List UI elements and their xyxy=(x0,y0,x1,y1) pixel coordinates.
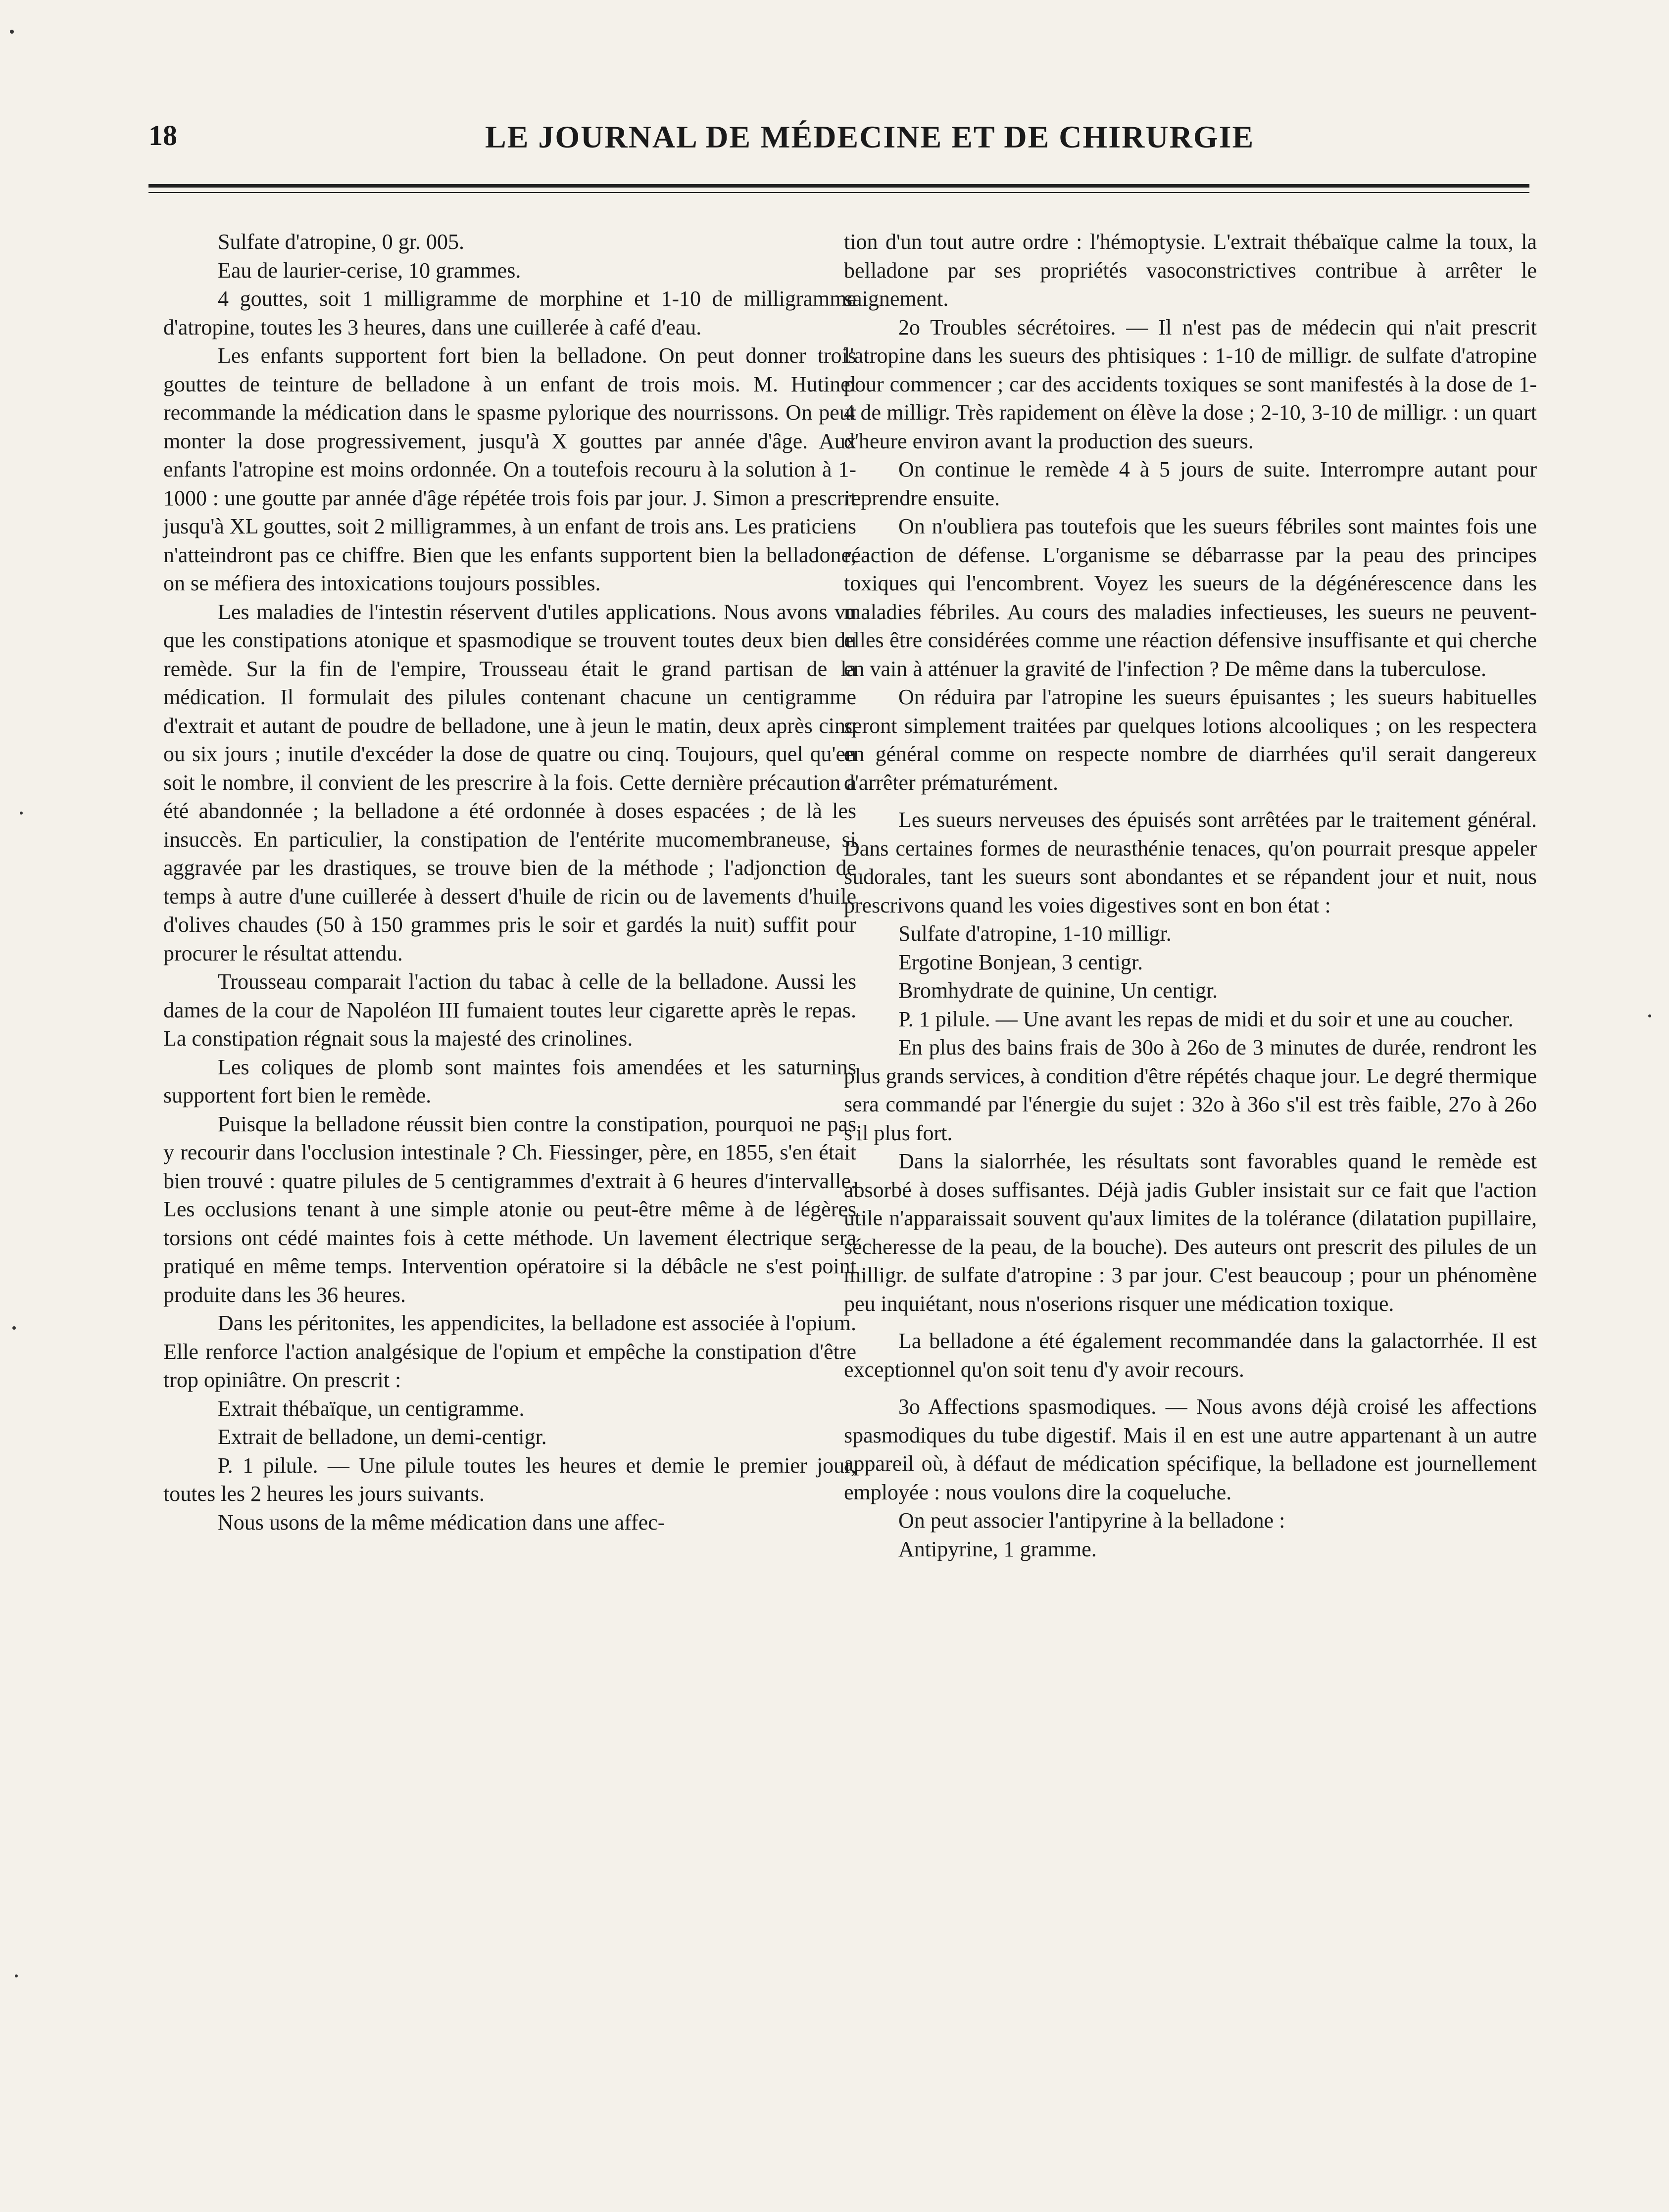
paragraph: Les sueurs nerveuses des épuisés sont arrêtées par le traitement général. Dans certaines formes de neurasthénie tenaces, qu'on pourrait presque appeler sudorales, tant les sueurs sont abondantes et se répandent jour et nuit, nous prescrivons quand les voies digestives sont en bon état : xyxy=(844,808,1537,917)
paragraph: Nous usons de la même médication dans une affec- xyxy=(218,1510,665,1535)
prescription-line: Ergotine Bonjean, 3 centigr. xyxy=(898,950,1143,974)
prescription-line: On peut associer l'antipyrine à la belladone : xyxy=(898,1508,1285,1533)
paragraph: On n'oubliera pas toutefois que les sueurs fébriles sont maintes fois une réaction de défense. L'organisme se débarrasse par la peau des principes toxiques qui l'encombrent. Voyez les sueurs de la dégénérescence dans les maladies fébriles. Au cours des maladies infectieuses, les sueurs ne peuvent-elles être considérées comme une réaction défensive insuffisante et qui cherche en vain à atténuer la gravité de l'infection ? De même dans la tuberculose. xyxy=(844,514,1537,681)
prescription-line: Sulfate d'atropine, 1-10 milligr. xyxy=(898,921,1172,946)
paragraph: Dans la sialorrhée, les résultats sont favorables quand le remède est absorbé à doses suffisantes. Déjà jadis Gubler insistait sur ce fait que l'action utile n'apparaissait souvent qu'aux limites de la tolérance (dilatation pupillaire, sécheresse de la peau, de la bouche). Des auteurs ont prescrit des pilules de un milligr. de sulfate d'atropine : 3 par jour. C'est beaucoup ; pour un phénomène peu inquiétant, nous n'oserions risquer une médication toxique. xyxy=(844,1149,1537,1316)
paragraph: La belladone a été également recommandée dans la galactorrhée. Il est exceptionnel qu'on soit tenu d'y avoir recours. xyxy=(844,1329,1537,1382)
paragraph-continued: tion d'un tout autre ordre : l'hémoptysie. L'extrait thébaïque calme la toux, la belladone par ses propriétés vasoconstrictives contribue à arrêter le saignement. xyxy=(844,230,1537,311)
prescription-line: Extrait de belladone, un demi-centigr. xyxy=(218,1425,547,1449)
header-rule-thin xyxy=(148,192,1529,193)
header-rule xyxy=(148,184,1529,188)
paragraph: Puisque la belladone réussit bien contre la constipation, pourquoi ne pas y recourir dans l'occlusion intestinale ? Ch. Fiessinger, père, en 1855, s'en était bien trouvé : quatre pilules de 5 centigrammes d'extrait à 6 heures d'intervalle. Les occlusions tenant à une simple atonie ou peut-être même à de légères torsions ont cédé maintes fois à cette méthode. Un lavement électrique sera pratiqué en même temps. Intervention opératoire si la débâcle ne s'est point produite dans les 36 heures. xyxy=(163,1111,856,1307)
scan-speck xyxy=(1648,1014,1651,1017)
prescription-line: Antipyrine, 1 gramme. xyxy=(898,1537,1097,1561)
right-column xyxy=(844,228,1537,1563)
paragraph: Les maladies de l'intestin réservent d'utiles applications. Nous avons vu que les constipations atonique et spasmodique se trouvent toutes deux bien du remède. Sur la fin de l'empire, Trousseau était le grand partisan de la médication. Il formulait des pilules contenant chacune un centigramme d'extrait et autant de poudre de belladone, une à jeun le matin, deux après cinq ou six jours ; inutile d'excéder la dose de quatre ou cinq. Toujours, quel qu'en soit le nombre, il convient de les prescrire à la fois. Cette dernière précaution a été abandonnée ; la belladone a été ordonnée à doses espacées ; de là les insuccès. En particulier, la constipation de l'entérite mucomembraneuse, si aggravée par les drastiques, se trouve bien de la méthode ; l'adjonction de temps à autre d'une cuillerée à dessert d'huile de ricin ou de lavements d'huile d'olives chaudes (50 à 150 grammes pris le soir et gardés la nuit) suffit pour procurer le résultat attendu. xyxy=(163,599,856,965)
paragraph: P. 1 pilule. — Une avant les repas de midi et du soir et une au coucher. xyxy=(898,1007,1514,1031)
page-number: 18 xyxy=(148,119,177,151)
paragraph: Les coliques de plomb sont maintes fois amendées et les saturnins supportent fort bien le remède. xyxy=(163,1055,856,1107)
paragraph: Trousseau comparait l'action du tabac à celle de la belladone. Aussi les dames de la cour de Napoléon III fumaient toutes leur cigarette après le repas. La constipation régnait sous la majesté des crinolines. xyxy=(163,969,856,1051)
paragraph: 4 gouttes, soit 1 milligramme de morphine et 1-10 de milligramme d'atropine, toutes les 3 heures, dans une cuillerée à café d'eau. xyxy=(163,287,856,339)
scan-speck xyxy=(15,1974,18,1977)
paragraph: 2o Troubles sécrétoires. — Il n'est pas de médecin qui n'ait prescrit l'atropine dans les sueurs des phtisiques : 1-10 de milligr. de sulfate d'atropine pour commencer ; car des accidents toxiques se sont manifestés à la dose de 1-4 de milligr. Très rapidement on élève la dose ; 2-10, 3-10 de milligr. : un quart d'heure environ avant la production des sueurs. xyxy=(844,315,1537,453)
scan-speck xyxy=(20,812,23,815)
paragraph: En plus des bains frais de 30o à 26o de 3 minutes de durée, rendront les plus grands services, à condition d'être répétés chaque jour. Le degré thermique sera commandé par l'énergie du sujet : 32o à 36o s'il est très faible, 27o à 26o s'il plus fort. xyxy=(844,1035,1537,1145)
paragraph: 3o Affections spasmodiques. — Nous avons déjà croisé les affections spasmodiques du tube digestif. Mais il en est une autre appartenant à un autre appareil où, à défaut de médication spécifique, la belladone est journellement employée : nous voulons dire la coqueluche. xyxy=(844,1395,1537,1504)
prescription-line: Sulfate d'atropine, 0 gr. 005. xyxy=(218,230,464,254)
scan-speck xyxy=(12,1326,16,1330)
paragraph: P. 1 pilule. — Une pilule toutes les heures et demie le premier jour, toutes les 2 heures les jours suivants. xyxy=(163,1453,856,1506)
running-title: LE JOURNAL DE MÉDECINE ET DE CHIRURGIE xyxy=(485,119,1255,154)
prescription-line: Bromhydrate de quinine, Un centigr. xyxy=(898,978,1218,1003)
paragraph: Dans les péritonites, les appendicites, la belladone est associée à l'opium. Elle renforce l'action analgésique de l'opium et empêche la constipation d'être trop opiniâtre. On prescrit : xyxy=(163,1311,856,1392)
left-column xyxy=(163,228,856,1537)
scan-speck xyxy=(10,30,14,34)
paragraph: On continue le remède 4 à 5 jours de suite. Interrompre autant pour reprendre ensuite. xyxy=(844,457,1537,510)
paragraph: Les enfants supportent fort bien la belladone. On peut donner trois gouttes de teinture de belladone à un enfant de trois mois. M. Hutinel recommande la médication dans le spasme pylorique des nourrissons. On peut monter la dose progressivement, jusqu'à X gouttes par année d'âge. Aux enfants l'atropine est moins ordonnée. On a toutefois recouru à la solution à 1-1000 : une goutte par année d'âge répétée trois fois par jour. J. Simon a prescrit jusqu'à XL gouttes, soit 2 milligrammes, à un enfant de trois ans. Les praticiens n'atteindront pas ce chiffre. Bien que les enfants supportent bien la belladone, on se méfiera des intoxications toujours possibles. xyxy=(163,343,856,595)
prescription-line: Extrait thébaïque, un centigramme. xyxy=(218,1396,525,1421)
prescription-line: Eau de laurier-cerise, 10 grammes. xyxy=(218,258,521,283)
paragraph: On réduira par l'atropine les sueurs épuisantes ; les sueurs habituelles seront simplement traitées par quelques lotions alcooliques ; on les respectera en général comme on respecte nombre de diarrhées qu'il serait dangereux d'arrêter prématurément. xyxy=(844,685,1537,795)
page-header xyxy=(148,119,1539,163)
